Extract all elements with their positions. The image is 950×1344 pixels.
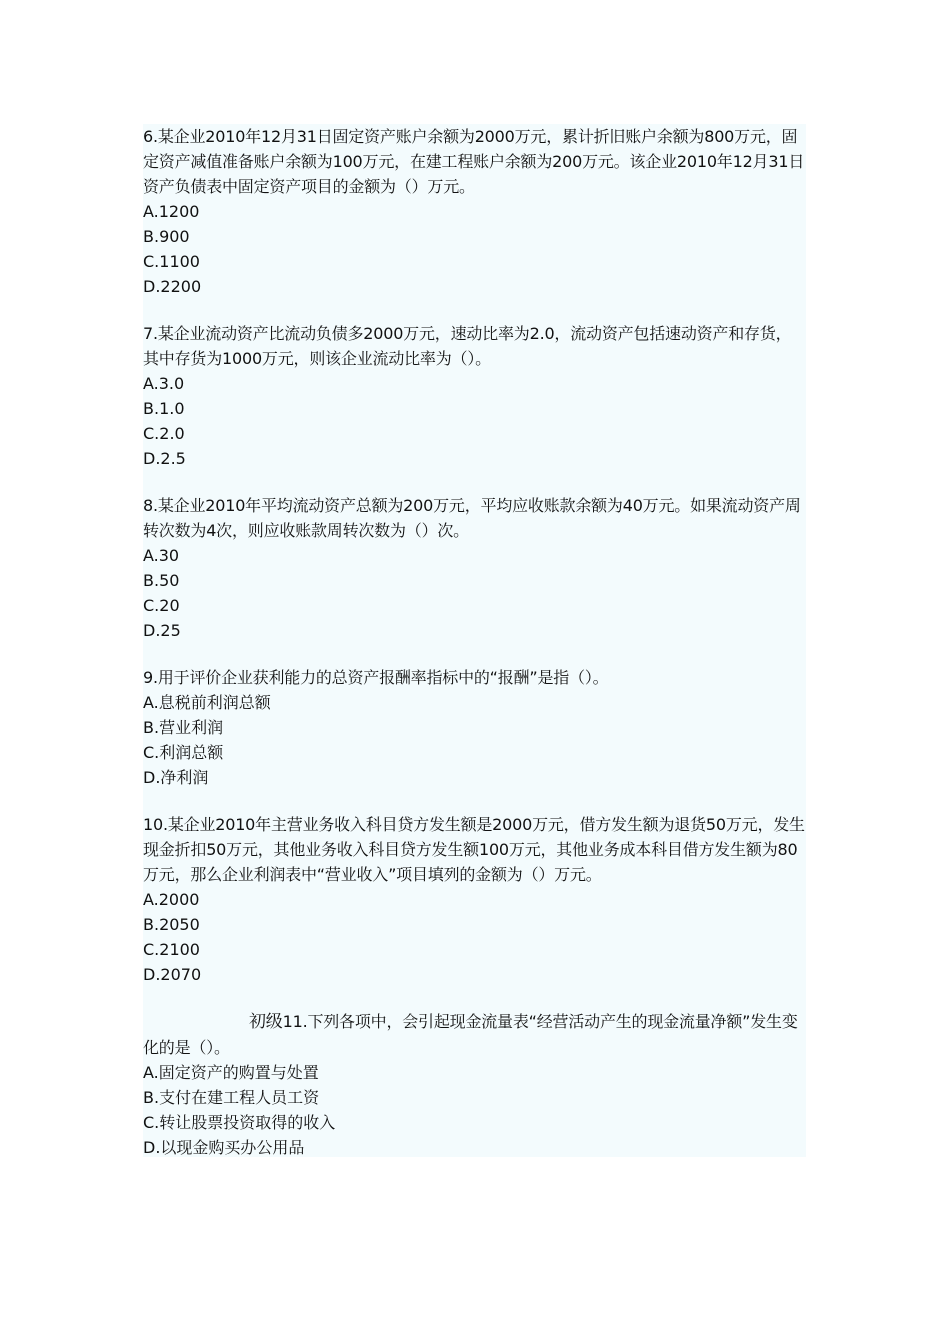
question-8 (143, 493, 806, 643)
option-d: D.2070 (143, 965, 202, 984)
option-b: B.1.0 (143, 399, 185, 418)
question-6 (143, 124, 806, 299)
option-d: D.2.5 (143, 449, 186, 468)
option-b: B.900 (143, 227, 190, 246)
option-a: A.1200 (143, 202, 200, 221)
question-11 (143, 1009, 806, 1160)
option-d: D.25 (143, 621, 181, 640)
question-stem (143, 1009, 806, 1060)
document-content (143, 124, 806, 1157)
option-c: C.2.0 (143, 424, 185, 443)
question-stem: 8.某企业2010年平均流动资产总额为200万元，平均应收账款余额为40万元。如果流动资产周转次数为4次，则应收账款周转次数为（）次。 (143, 496, 801, 540)
option-b: B.营业利润 (143, 718, 224, 737)
option-d: D.以现金购买办公用品 (143, 1138, 305, 1157)
option-a: A.30 (143, 546, 180, 565)
option-b: B.支付在建工程人员工资 (143, 1088, 320, 1107)
option-c: C.1100 (143, 252, 200, 271)
question-stem: 9.用于评价企业获利能力的总资产报酬率指标中的“报酬”是指（）。 (143, 668, 609, 687)
question-stem: 7.某企业流动资产比流动负债多2000万元，速动比率为2.0，流动资产包括速动资产和存货，其中存货为1000万元，则该企业流动比率为（）。 (143, 324, 792, 368)
option-d: D.净利润 (143, 768, 209, 787)
option-d: D.2200 (143, 277, 202, 296)
question-10 (143, 812, 806, 987)
question-7 (143, 321, 806, 471)
option-c: C.利润总额 (143, 743, 224, 762)
question-stem: 10.某企业2010年主营业务收入科目贷方发生额是2000万元，借方发生额为退货50万元，发生现金折扣50万元，其他业务收入科目贷方发生额100万元，其他业务成本科目借方发生额为80万元，那么企业利润表中“营业收入”项目填列的金额为（）万元。 (143, 815, 805, 884)
option-a: A.2000 (143, 890, 200, 909)
option-c: C.2100 (143, 940, 200, 959)
option-a: A.3.0 (143, 374, 185, 393)
option-c: C.20 (143, 596, 180, 615)
option-a: A.息税前利润总额 (143, 693, 271, 712)
question-9 (143, 665, 806, 790)
option-b: B.50 (143, 571, 180, 590)
option-c: C.转让股票投资取得的收入 (143, 1113, 336, 1132)
question-stem: 6.某企业2010年12月31日固定资产账户余额为2000万元，累计折旧账户余额为800万元，固定资产减值准备账户余额为100万元，在建工程账户余额为200万元。该企业2010年12月31日资产负债表中固定资产项目的金额为（）万元。 (143, 127, 805, 196)
level-prefix: 初级 (249, 1012, 283, 1032)
question-stem-text: 11.下列各项中，会引起现金流量表“经营活动产生的现金流量净额”发生变化的是（）。 (143, 1012, 798, 1057)
option-a: A.固定资产的购置与处置 (143, 1063, 319, 1082)
option-b: B.2050 (143, 915, 200, 934)
